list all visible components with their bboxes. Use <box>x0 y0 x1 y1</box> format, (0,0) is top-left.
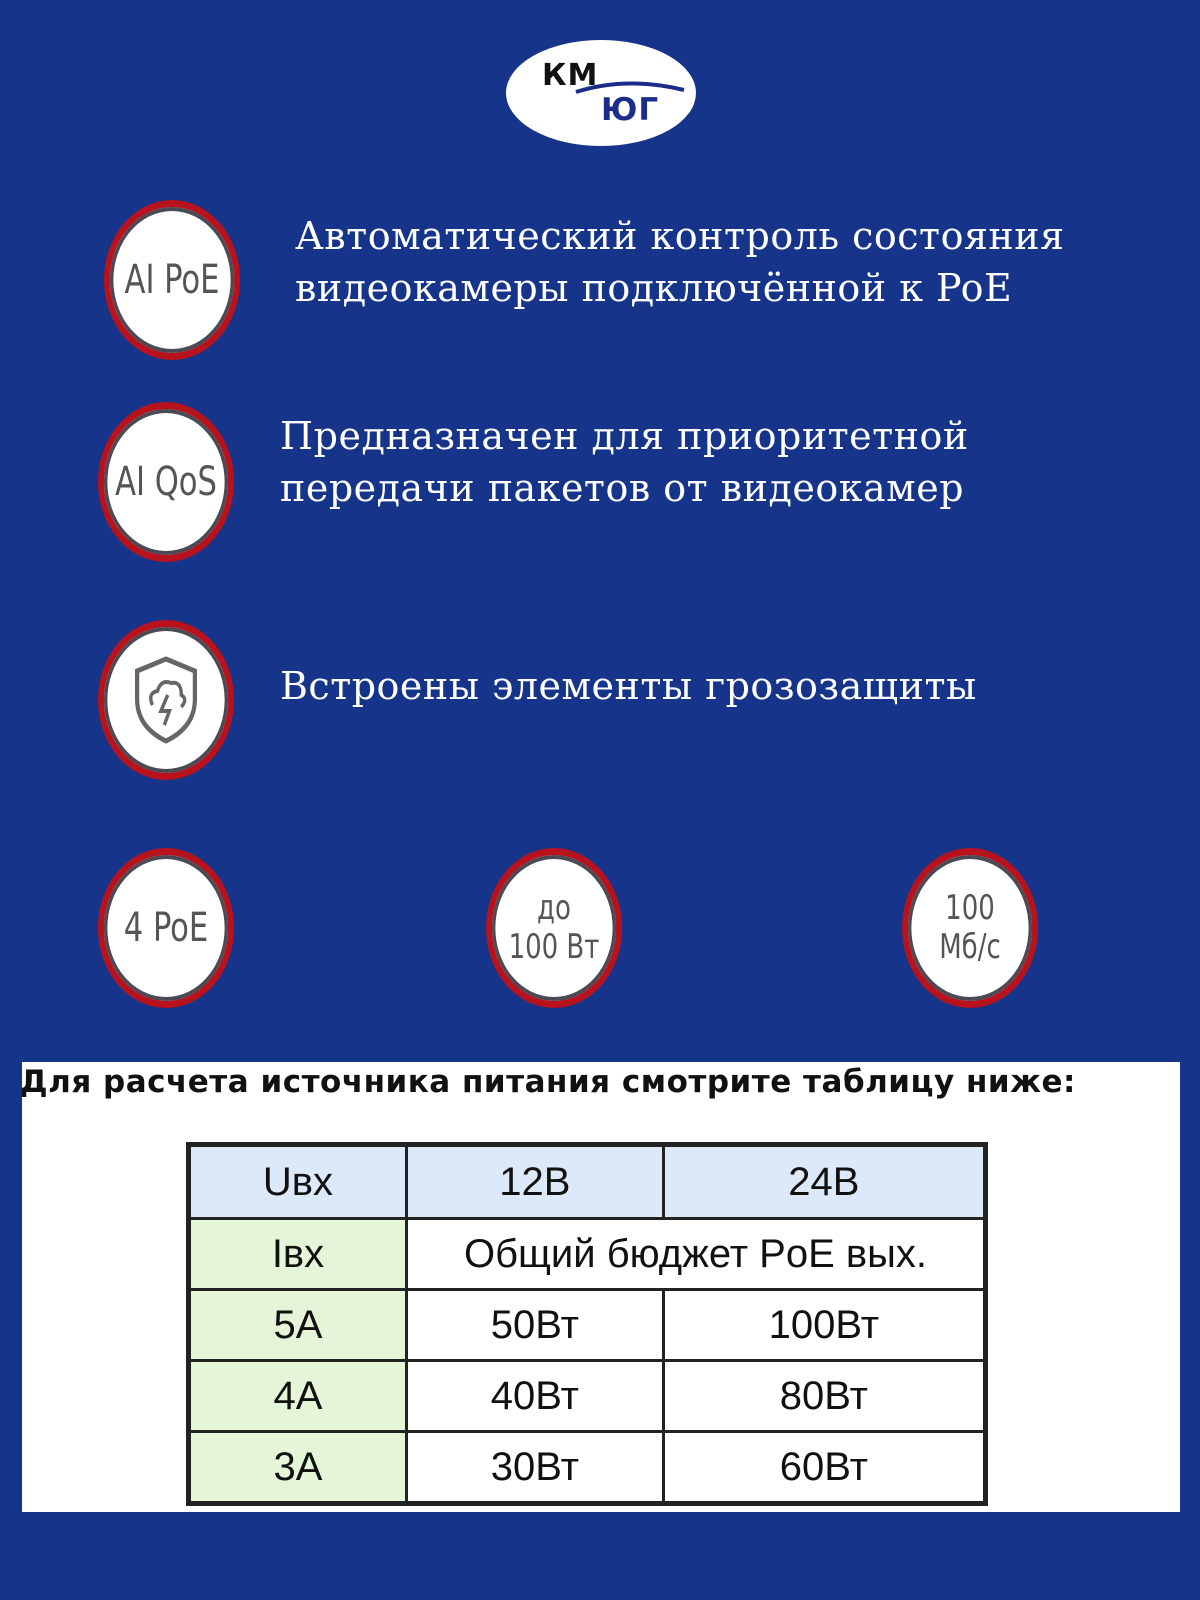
logo-text-km: КМ <box>542 58 599 93</box>
speed-line2: Мб/с <box>939 927 1001 967</box>
feature-lightning-text: Встроены элементы грозозащиты <box>280 664 977 708</box>
ai-qos-label: AI QoS <box>115 459 217 505</box>
table-cell: 80Вт <box>663 1361 985 1432</box>
power-budget-badge <box>486 848 622 1008</box>
table-cell: 60Вт <box>663 1432 985 1504</box>
table-cell: 30Вт <box>407 1432 664 1504</box>
table-cell: 50Вт <box>407 1290 664 1361</box>
power-table-title: Для расчета источника питания смотрите таблицу ниже: <box>20 1064 1076 1100</box>
table-subheader-cell: Общий бюджет PoE вых. <box>407 1219 986 1290</box>
table-header-cell: 24В <box>663 1145 985 1219</box>
table-row <box>189 1361 986 1432</box>
lightning-protection-badge <box>98 620 234 780</box>
power-budget-line1: до <box>537 887 571 928</box>
feature-ai-poe-text: Автоматический контроль состояния видеокамеры подключённой к PoE <box>295 214 1065 310</box>
table-row-head-cell: Iвх <box>189 1219 407 1290</box>
ai-poe-badge <box>104 200 240 360</box>
table-row <box>189 1432 986 1504</box>
table-row-head-cell: 4А <box>189 1361 407 1432</box>
shield-lightning-icon <box>130 655 201 745</box>
table-header-cell: 12В <box>407 1145 664 1219</box>
table-row <box>189 1290 986 1361</box>
power-budget-line2: 100 Вт <box>508 927 600 967</box>
table-header-row <box>189 1145 986 1219</box>
company-logo <box>506 40 696 146</box>
speed-line1: 100 <box>945 887 995 928</box>
table-header-cell: Uвх <box>189 1145 407 1219</box>
table-cell: 100Вт <box>663 1290 985 1361</box>
table-cell: 40Вт <box>407 1361 664 1432</box>
table-subheader-row <box>189 1219 986 1290</box>
feature-ai-qos-text: Предназначен для приоритетной передачи пакетов от видеокамер <box>280 414 969 510</box>
logo-text-yug: ЮГ <box>601 92 660 128</box>
table-row-head-cell: 3А <box>189 1432 407 1504</box>
table-row-head-cell: 5А <box>189 1290 407 1361</box>
poe-ports-label: 4 PoE <box>123 905 209 951</box>
ai-qos-badge <box>98 402 234 562</box>
speed-badge <box>902 848 1038 1008</box>
poe-ports-badge <box>98 848 234 1008</box>
power-budget-table <box>186 1142 988 1506</box>
ai-poe-label: AI PoE <box>124 257 220 303</box>
